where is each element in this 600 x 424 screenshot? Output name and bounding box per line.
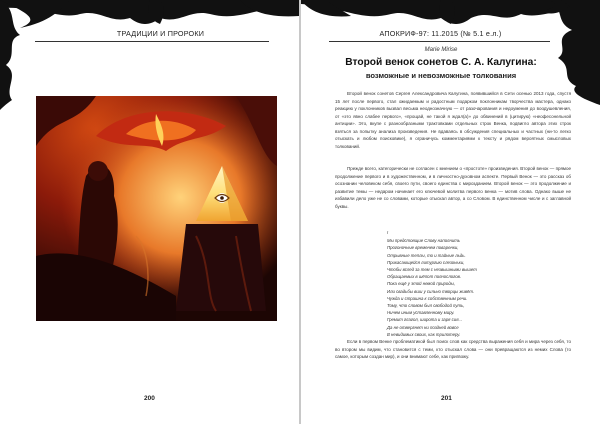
poem-line: Отрывные теплы, то и тайные льдь. [387,252,466,258]
paragraph-1-text: Второй венок сонетов Сергея Александровича Калугина, появившийся в Сети осенью 2013 года, спустя 15 лет после первого, стал ожидаемым и радостным подарком поклонникам творчества мастера, однако реакцию у поклонников вызвал весьма неоднозначную — от разочарования и недоумения до воодушевления, от «это явно слабее первого», «прощай, не такой я ждал(а)» до обвинений в (цитирую) «неофесонельной антиции». Это, вкупе с разнообразными трактовками отдельных строк Венка, подвигло автора этих строк взяться за попытку анализа произведения. Не вдаваясь в обсуждения специальных и частных (ни-то легко отыскать и любом поисковике), я ограничусь комментариями к тексту и рядом вероятных смысловых толкований. [335,91,571,149]
article-author: Marie Mirise [424,47,458,53]
poem-line: Чтобы вслед за тем с незвышными вышет [387,267,477,273]
left-page [0,0,299,424]
poem-line: Гремит глагол, широта и заря сия... [387,317,463,323]
poem-line: В невидимых своих, как трилотеру. [387,331,461,337]
sonnet-quote [387,229,557,338]
running-head-right: АПОКРИФ-97: 11.2015 (№ 5.1 е.л.) [379,29,502,38]
poem-line: Чужда и страшна к собственным речи. [387,295,468,301]
page-number-left: 200 [144,395,155,402]
poem-line: Мы предстоящие Слову наполнить [387,238,461,244]
poem-line: Тому, что словом был свободой путь, [387,303,465,309]
surreal-painting-illustration [36,96,277,321]
poem-line: Прогоночные временем поваренки, [387,245,459,251]
paragraph-1 [335,90,571,150]
sonnet-numeral: I [387,230,389,235]
header-rule-left [35,41,269,42]
poem-line: Или свадьбы вши у сильно творцы живёт. [387,288,475,294]
paragraph-3 [335,338,571,361]
paragraph-3-text: Если в первом Венке проблематикой был поиск слов как средства выражения себя и мира через себя, то во втором мы видим, что становится с теми, кто отыскал слова — они превращаются из немих Слова (то самое, которым создан мир), и они внимают себе, как пригвожу. [335,339,571,359]
tribal-ornament-left [0,0,299,28]
article-subtitle: возможные и невозможные толкования [365,71,517,80]
tribal-flame-left-corner [0,0,30,110]
page-number-right: 201 [441,395,452,402]
poem-line: Пока ещё у этой немой природы, [387,281,455,287]
running-head-left: ТРАДИЦИИ И ПРОРОКИ [116,29,205,38]
poem-line: Обращаемых в шёпот полнослогов. [387,274,462,280]
poem-line: Да не отвергнет ни поздней вовсе [387,324,459,330]
paragraph-2 [335,165,571,210]
poem-line: Прикасающейся литургию слезоньки, [387,259,465,265]
header-rule-right [329,41,550,42]
right-page [301,0,600,424]
poem-line: Ничем иным уставленному миру. [387,310,455,316]
paragraph-2-text: Прежде всего, категорически не согласен с мнением о «простоте» произведения. Второй венок — прямое продолжение первого и в художественном, и в личностно-духовном аспекте. Первый Венок — это рассказ об осознании человеком себя, своего пути, своего единства с мирозданием. Второй венок — это продолжение и развитие темы — недаром начинает его ключевой молитва первого венка — мотив слова. Однако выше не избавили дело уже не со словами, которые отыскал автор, а со Словом. В единственном числе и с заглавной буквы. [335,166,571,209]
article-title: Второй венок сонетов С. А. Калугина: [345,57,537,68]
